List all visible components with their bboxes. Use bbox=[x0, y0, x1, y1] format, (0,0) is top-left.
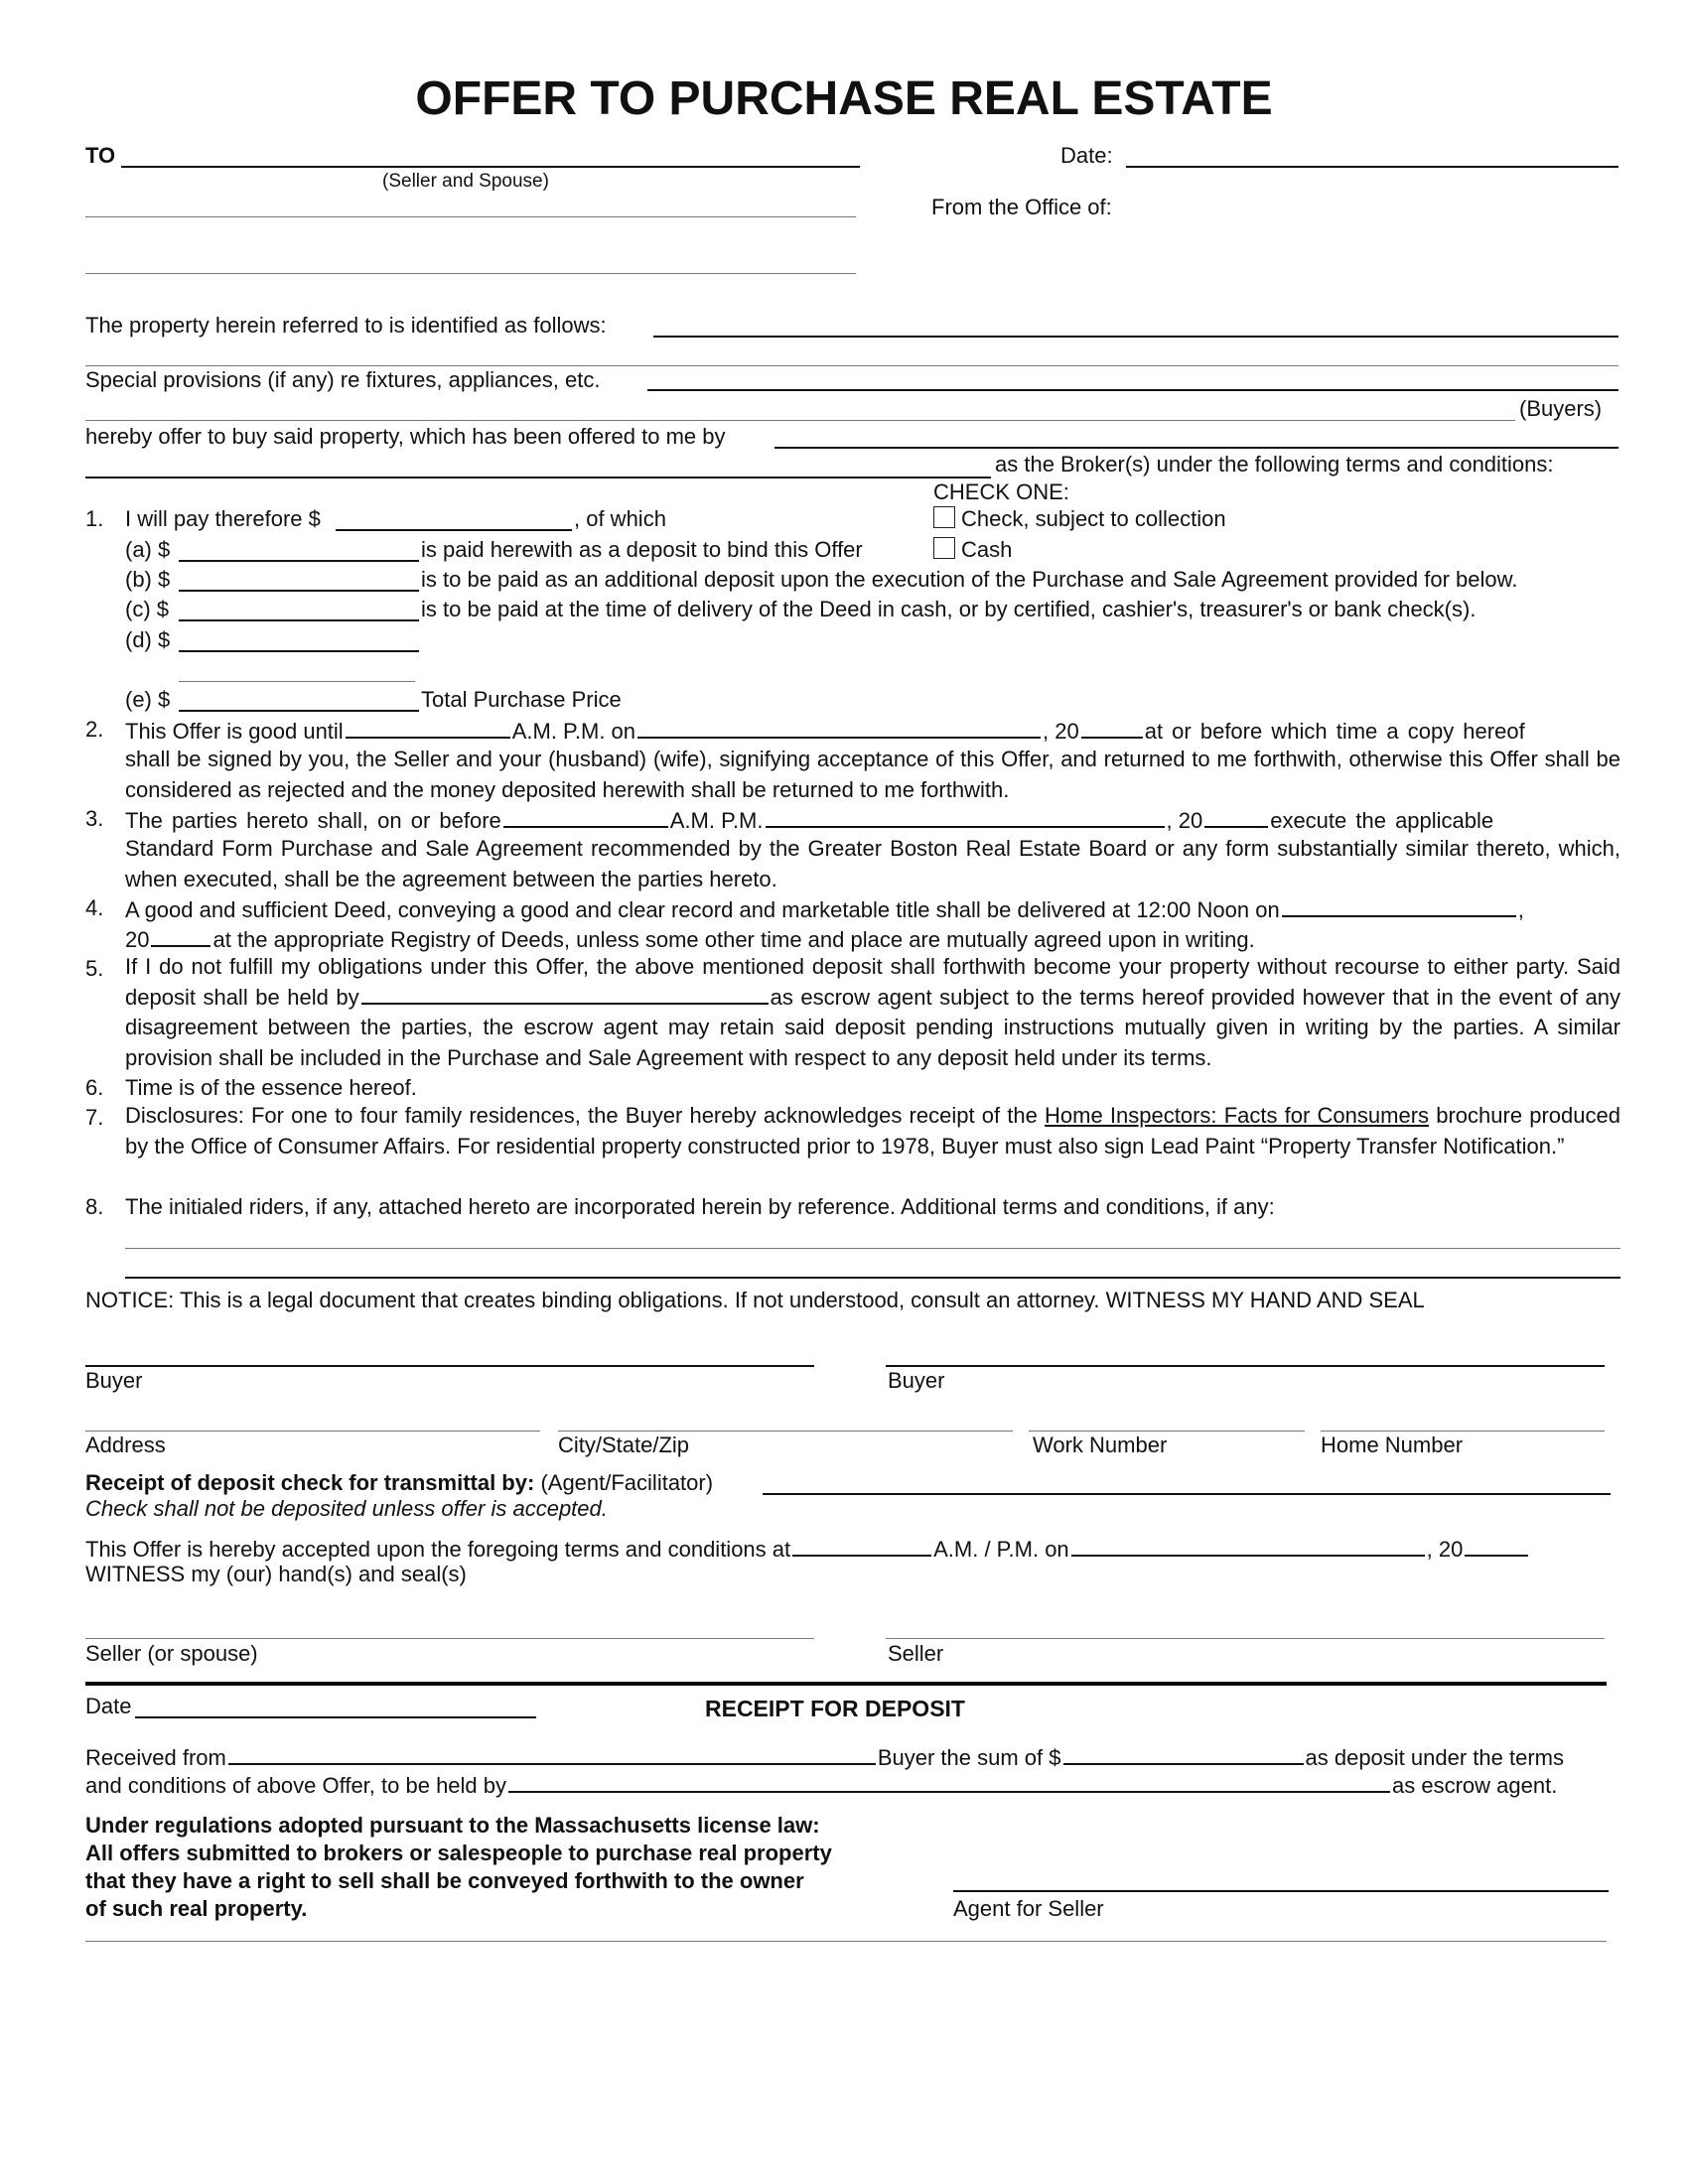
home-number-line[interactable] bbox=[1321, 1431, 1605, 1432]
item-4-deed: A good and sufficient Deed, conveying a good and clear record and marketable title shall be delivered at 12:00 Noon on bbox=[125, 897, 1280, 922]
item-3-continuation: Standard Form Purchase and Sale Agreement recommended by the Greater Boston Real Estate Board or any form substantially similar thereto, which, when executed, shall be the agreement between the parties hereto. bbox=[125, 836, 1620, 891]
buyer-2-label: Buyer bbox=[888, 1368, 945, 1393]
regulation-line-1: Under regulations adopted pursuant to the Massachusetts license law: bbox=[85, 1813, 820, 1838]
acceptance-year-field[interactable] bbox=[1465, 1535, 1528, 1557]
special-field[interactable] bbox=[647, 389, 1618, 391]
item-3-on-or-before: The parties hereto shall, on or before bbox=[125, 808, 501, 833]
item-1c-text: is to be paid at the time of delivery of the Deed in cash, or by certified, cashier's, treasurer's or bank check(s). bbox=[421, 597, 1477, 621]
special-label: Special provisions (if any) re fixtures, appliances, etc. bbox=[85, 367, 601, 392]
item-7-part-a: Disclosures: For one to four family residences, the Buyer hereby acknowledges receipt of the bbox=[125, 1103, 1038, 1128]
item-5-part-a: If I do not fulfill my obligations under this Offer, the above mentioned deposit shall forthwith become your property without recourse to either party. Said deposit shall be held by bbox=[125, 954, 1620, 1010]
check-option-label: Check, subject to collection bbox=[961, 506, 1226, 531]
buyers-label: (Buyers) bbox=[1519, 396, 1603, 421]
item-4-text-2 bbox=[125, 925, 1255, 953]
deposit-terms-label: as deposit under the terms bbox=[1305, 1745, 1564, 1770]
item-1c-field[interactable] bbox=[179, 619, 419, 621]
item-1e-label: (e) $ bbox=[125, 687, 171, 712]
item-2-text bbox=[125, 717, 1620, 745]
item-4-registry: at the appropriate Registry of Deeds, unless some other time and place are mutually agreed upon in writing. bbox=[212, 927, 1255, 952]
home-number-label: Home Number bbox=[1321, 1433, 1464, 1457]
acceptance-text: This Offer is hereby accepted upon the foregoing terms and conditions at bbox=[85, 1537, 791, 1562]
item-7-number: 7. bbox=[85, 1105, 104, 1130]
item-4-year-field[interactable] bbox=[151, 925, 211, 947]
broker-field[interactable] bbox=[85, 477, 991, 478]
address-line[interactable] bbox=[85, 1431, 540, 1432]
cash-checkbox[interactable] bbox=[933, 537, 955, 559]
item-4-comma: , bbox=[1517, 897, 1524, 922]
item-3-execute: execute the applicable bbox=[1270, 808, 1494, 833]
witness-text: WITNESS my (our) hand(s) and seal(s) bbox=[85, 1562, 467, 1586]
receipt-transmittal-bold: Receipt of deposit check for transmittal by: bbox=[85, 1470, 535, 1495]
item-1-price-label: I will pay therefore $ bbox=[125, 506, 321, 531]
item-2-continuation: shall be signed by you, the Seller and your (husband) (wife), signifying acceptance of this Offer, and returned to me forthwith, otherwise this Offer shall be considered as rejected and the money deposited herewith shall be returned to me forthwith. bbox=[125, 747, 1620, 802]
city-label: City/State/Zip bbox=[558, 1433, 690, 1457]
regulation-line-4: of such real property. bbox=[85, 1896, 308, 1921]
item-7-part-b: brochure produced by the Office of Consumer Affairs. For residential property constructed prior to 1978, Buyer must also sign Lead Paint “Property Transfer Notification.” bbox=[125, 1103, 1620, 1159]
received-from-field[interactable] bbox=[228, 1743, 876, 1765]
item-1b-label: (b) $ bbox=[125, 567, 171, 592]
additional-terms-line-1[interactable] bbox=[125, 1248, 1620, 1249]
office-label: From the Office of: bbox=[931, 195, 1112, 219]
seller-2-label: Seller bbox=[888, 1641, 944, 1666]
property-field[interactable] bbox=[653, 336, 1618, 338]
item-5-text bbox=[125, 952, 1620, 1073]
item-4-number: 4. bbox=[85, 895, 104, 920]
agent-signature-line[interactable] bbox=[953, 1890, 1609, 1892]
item-6-text: Time is of the essence hereof. bbox=[125, 1075, 417, 1100]
buyer-sum-label: Buyer the sum of $ bbox=[877, 1745, 1061, 1770]
acceptance-line bbox=[85, 1535, 1530, 1563]
item-2-year-field[interactable] bbox=[1081, 717, 1143, 739]
receipt-date-field[interactable] bbox=[135, 1716, 536, 1718]
work-number-label: Work Number bbox=[1033, 1433, 1168, 1457]
offer-label: hereby offer to buy said property, which has been offered to me by bbox=[85, 424, 726, 449]
agent-for-seller-label: Agent for Seller bbox=[953, 1896, 1104, 1921]
item-3-year-prefix: , 20 bbox=[1166, 808, 1203, 833]
seller-1-label: Seller (or spouse) bbox=[85, 1641, 258, 1666]
item-1-of-which: , of which bbox=[574, 506, 666, 531]
item-4-text bbox=[125, 895, 1524, 923]
receipt-divider bbox=[85, 1682, 1607, 1686]
buyer-1-signature-line[interactable] bbox=[85, 1365, 814, 1367]
item-3-text bbox=[125, 806, 1620, 834]
seller-field[interactable] bbox=[121, 166, 860, 168]
receipt-date-label: Date bbox=[85, 1694, 132, 1718]
received-from-label: Received from bbox=[85, 1745, 226, 1770]
buyer-1-label: Buyer bbox=[85, 1368, 143, 1393]
item-1-number: 1. bbox=[85, 506, 104, 531]
bottom-rule bbox=[85, 1941, 1607, 1942]
cash-option-label: Cash bbox=[961, 537, 1013, 562]
buyer-2-signature-line[interactable] bbox=[886, 1365, 1605, 1367]
additional-terms-line-2[interactable] bbox=[125, 1277, 1620, 1279]
receipt-transmittal-label bbox=[85, 1470, 713, 1496]
item-3-time-field[interactable] bbox=[503, 806, 668, 828]
item-2-number: 2. bbox=[85, 717, 104, 742]
item-3-number: 3. bbox=[85, 806, 104, 831]
item-1a-field[interactable] bbox=[179, 560, 419, 562]
check-checkbox[interactable] bbox=[933, 506, 955, 528]
seller-line-3[interactable] bbox=[85, 273, 856, 274]
seller-1-signature-line[interactable] bbox=[85, 1638, 814, 1639]
item-8-number: 8. bbox=[85, 1194, 104, 1219]
conditions-label: and conditions of above Offer, to be held by bbox=[85, 1773, 507, 1798]
transmittal-field[interactable] bbox=[763, 1493, 1611, 1495]
offered-by-field[interactable] bbox=[774, 447, 1618, 449]
regulation-line-3: that they have a right to sell shall be conveyed forthwith to the owner bbox=[85, 1868, 804, 1893]
item-1a-text: is paid herewith as a deposit to bind this Offer bbox=[421, 537, 863, 562]
item-4-date-field[interactable] bbox=[1282, 895, 1516, 917]
item-3-year-field[interactable] bbox=[1204, 806, 1268, 828]
item-1b-field[interactable] bbox=[179, 590, 419, 592]
item-3-ampm: A.M. P.M. bbox=[669, 808, 764, 833]
acceptance-year-prefix: , 20 bbox=[1426, 1537, 1464, 1562]
acceptance-time-field[interactable] bbox=[792, 1535, 931, 1557]
item-1a-label: (a) $ bbox=[125, 537, 171, 562]
receipt-heading: RECEIPT FOR DEPOSIT bbox=[705, 1696, 965, 1721]
page-title: OFFER TO PURCHASE REAL ESTATE bbox=[415, 72, 1273, 125]
date-label: Date: bbox=[1060, 143, 1113, 168]
legal-notice: NOTICE: This is a legal document that creates binding obligations. If not understood, consult an attorney. WITNESS MY HAND AND SEAL bbox=[85, 1288, 1425, 1312]
buyers-line[interactable] bbox=[85, 420, 1515, 421]
deposit-note: Check shall not be deposited unless offer is accepted. bbox=[85, 1496, 608, 1521]
item-2-good-until: This Offer is good until bbox=[125, 719, 344, 744]
held-by-line bbox=[85, 1771, 1557, 1799]
item-4-year-prefix: 20 bbox=[125, 927, 150, 952]
item-2-ampm: A.M. P.M. on bbox=[511, 719, 636, 744]
date-field[interactable] bbox=[1126, 166, 1618, 168]
item-3-date-field[interactable] bbox=[766, 806, 1165, 828]
escrow-agent-field[interactable] bbox=[361, 983, 769, 1005]
item-7-text bbox=[125, 1101, 1620, 1161]
acceptance-date-field[interactable] bbox=[1071, 1535, 1425, 1557]
receipt-transmittal-agent: (Agent/Facilitator) bbox=[540, 1470, 714, 1495]
held-by-field[interactable] bbox=[508, 1771, 1390, 1793]
brochure-title: Home Inspectors: Facts for Consumers bbox=[1045, 1103, 1430, 1128]
work-number-line[interactable] bbox=[1029, 1431, 1305, 1432]
property-label: The property herein referred to is identified as follows: bbox=[85, 313, 607, 338]
to-label: TO bbox=[85, 143, 116, 168]
total-price-field[interactable] bbox=[179, 710, 419, 712]
escrow-agent-label: as escrow agent. bbox=[1392, 1773, 1558, 1798]
item-5-part-b: as escrow agent subject to the terms hereof provided however that in the event of any disagreement between the parties, the escrow agent may retain said deposit pending instructions mutually given in writing by the parties. A similar provision shall be included in the Purchase and Sale Agreement with respect to any deposit held under its terms. bbox=[125, 984, 1620, 1070]
city-line[interactable] bbox=[558, 1431, 1013, 1432]
item-8-text: The initialed riders, if any, attached hereto are incorporated herein by reference. Additional terms and conditions, if any: bbox=[125, 1194, 1275, 1219]
item-1d-extra-line[interactable] bbox=[179, 681, 415, 682]
seller-2-signature-line[interactable] bbox=[886, 1638, 1605, 1639]
acceptance-ampm: A.M. / P.M. on bbox=[933, 1537, 1069, 1562]
item-1d-label: (d) $ bbox=[125, 627, 171, 652]
item-1c-label: (c) $ bbox=[125, 597, 169, 621]
address-label: Address bbox=[85, 1433, 166, 1457]
item-2-time-field[interactable] bbox=[346, 717, 510, 739]
item-5-number: 5. bbox=[85, 956, 104, 981]
item-1e-text: Total Purchase Price bbox=[421, 687, 622, 712]
check-one-heading: CHECK ONE: bbox=[933, 479, 1069, 504]
seller-caption: (Seller and Spouse) bbox=[382, 171, 549, 192]
item-2-year-prefix: , 20 bbox=[1043, 719, 1079, 744]
property-line-2[interactable] bbox=[85, 365, 1618, 366]
item-6-number: 6. bbox=[85, 1075, 104, 1100]
broker-label: as the Broker(s) under the following terms and conditions: bbox=[995, 452, 1554, 477]
item-2-date-field[interactable] bbox=[637, 717, 1041, 739]
purchase-price-field[interactable] bbox=[336, 529, 572, 531]
seller-line-2[interactable] bbox=[85, 216, 856, 217]
item-1b-text: is to be paid as an additional deposit upon the execution of the Purchase and Sale Agreement provided for below. bbox=[421, 567, 1518, 592]
item-1d-field[interactable] bbox=[179, 650, 419, 652]
regulation-line-2: All offers submitted to brokers or salespeople to purchase real property bbox=[85, 1841, 832, 1865]
item-2-copy-hereof: at or before which time a copy hereof bbox=[1144, 719, 1525, 744]
deposit-amount-field[interactable] bbox=[1063, 1743, 1304, 1765]
received-from-line bbox=[85, 1743, 1564, 1771]
